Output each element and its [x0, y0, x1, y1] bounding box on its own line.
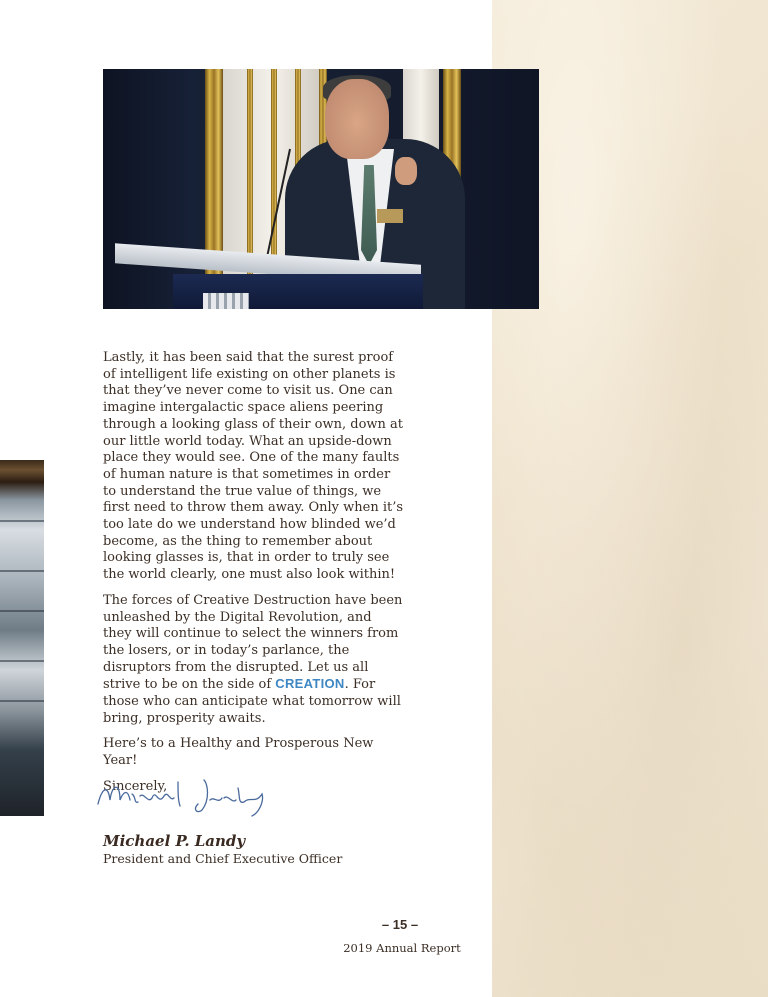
report-name: 2019 Annual Report: [343, 941, 461, 955]
paragraph-creative-destruction: [103, 593, 403, 728]
creation-highlight: CREATION: [275, 676, 345, 692]
speaker-photo: [103, 69, 539, 309]
sign-off: Sincerely,: [103, 778, 168, 794]
letter-body: [103, 350, 403, 805]
library-photo-fragment: [0, 460, 44, 816]
handwritten-signature: [92, 770, 282, 820]
page-number: – 15 –: [381, 917, 419, 932]
signer-name: Michael P. Landy: [103, 832, 246, 850]
paragraph-text-end: . For those who can anticipate what tomorrow will bring, prosperity awaits.: [103, 677, 401, 726]
paragraph-text: The forces of Creative Destruction have been unleashed by the Digital Revolution, and they will continue to select the winners from the losers, or in today’s parlance, the disruptors from the disrupted. Let us all strive to be on the side of: [103, 592, 403, 693]
signer-title: President and Chief Executive Officer: [103, 851, 343, 866]
paragraph-looking-glass: Lastly, it has been said that the surest proof of intelligent life existing on other planets is that they’ve never come to visit us. One can imagine intergalactic space aliens peering through a looking glass of their own, down at our little world today. What an upside-down place they would see. One of the many faults of human nature is that sometimes in order to understand the true value of things, we first need to throw them away. Only when it’s too late do we understand how blinded we’d become, as the thing to remember about looking glasses is, that in order to truly see the world clearly, one must also look within!: [103, 350, 404, 583]
closing-wish: Here’s to a Healthy and Prosperous New Year!: [103, 736, 374, 769]
